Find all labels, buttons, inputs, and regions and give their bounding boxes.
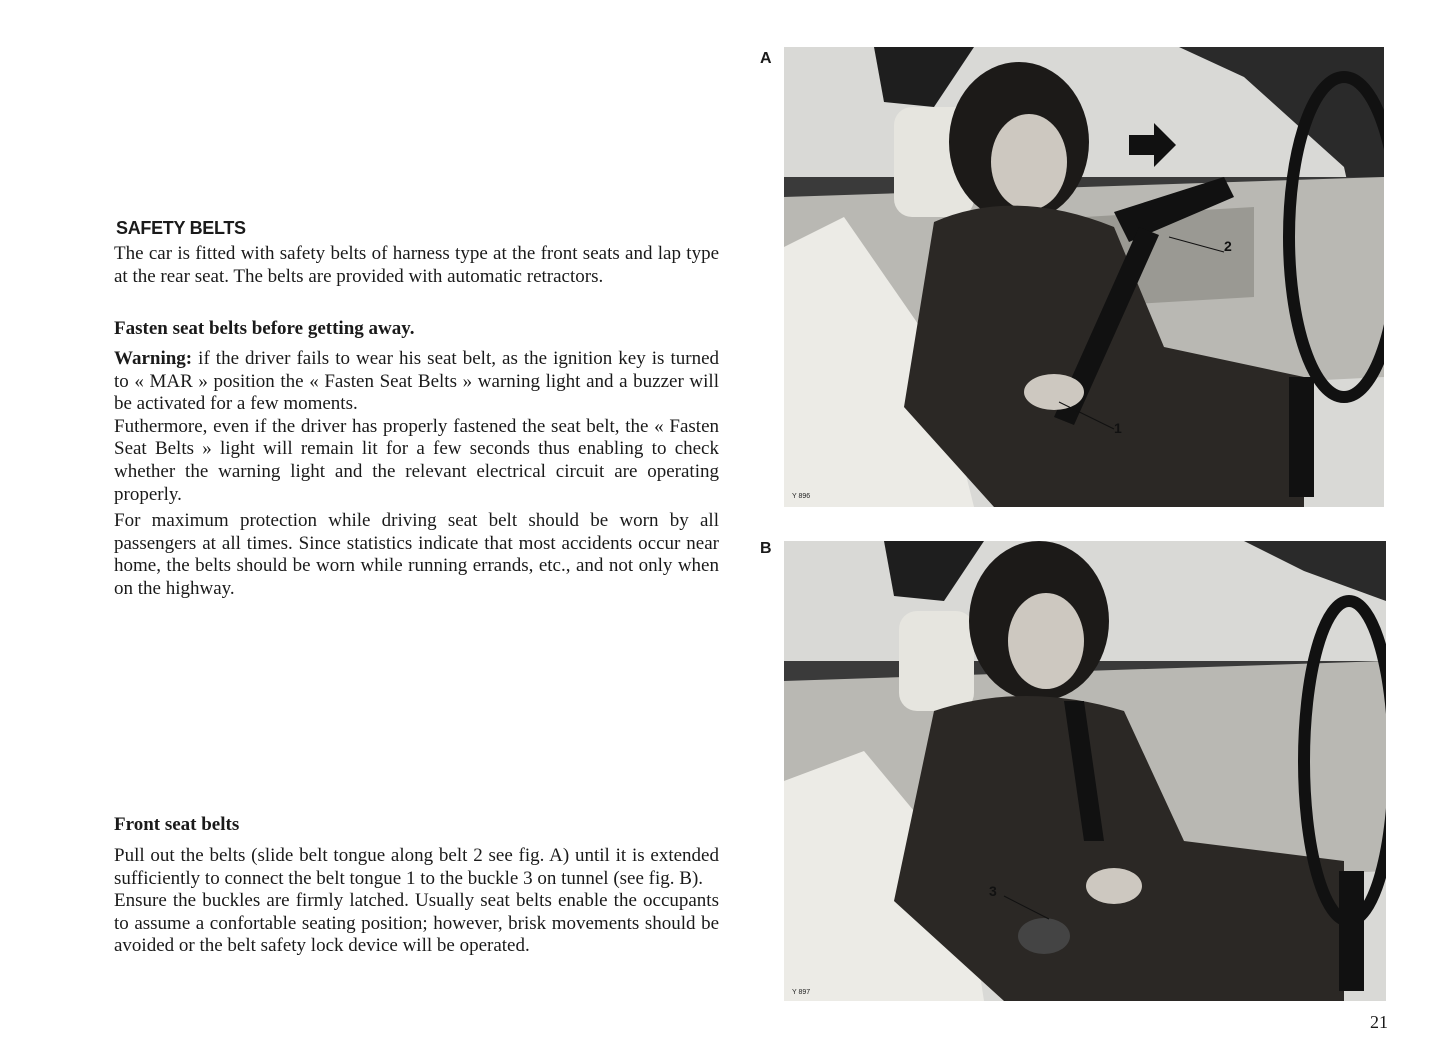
figure-a-letter: A	[760, 50, 772, 67]
warning-block	[114, 348, 719, 506]
figure-b-letter: B	[760, 540, 772, 557]
intro-block	[114, 243, 719, 288]
figure-a-code: Y 896	[792, 493, 811, 500]
protection-paragraph: For maximum protection while driving seat belt should be worn by all passengers at all times. Since statistics indicate that most accidents occur near home, the belts should be worn while running errands, etc., and not only when on the highway.	[114, 510, 719, 599]
front-belts-buckles: Ensure the buckles are firmly latched. Usually seat belts enable the occupants to assume a confortable seating position; however, brisk movements should be avoided or the belt safety lock device will be operated.	[114, 890, 719, 957]
furthermore-paragraph: Futhermore, even if the driver has properly fastened the seat belt, the « Fasten Seat Belts » light will remain lit for a few seconds thus enabling to check whether the warning light and the relevant electrical circuit are operating properly.	[114, 415, 719, 505]
front-belts-instructions: Pull out the belts (slide belt tongue along belt 2 see fig. A) until it is extended sufficiently to connect the belt tongue 1 to the buckle 3 on tunnel (see fig. B).	[114, 845, 719, 889]
figure-b-illustration	[784, 541, 1386, 1001]
page-number: 21	[1370, 1012, 1388, 1032]
intro-paragraph: The car is fitted with safety belts of harness type at the front seats and lap type at the rear seat. The belts are provided with automatic retractors.	[114, 243, 719, 287]
front-belts-title: Front seat belts	[114, 814, 240, 835]
warning-paragraph	[114, 348, 719, 416]
warning-text: if the driver fails to wear his seat belt, as the ignition key is turned to « MAR » position the « Fasten Seat Belts » warning light and a buzzer will be activated for a few moments.	[114, 348, 719, 415]
callout-1: 1	[1114, 420, 1122, 436]
callout-3: 3	[989, 883, 997, 899]
fasten-note: Fasten seat belts before getting away.	[114, 318, 415, 339]
callout-2: 2	[1224, 238, 1232, 254]
front-belts-block	[114, 845, 719, 958]
fasten-note-block	[114, 318, 719, 341]
figure-a-illustration	[784, 47, 1384, 507]
warning-label: Warning:	[114, 348, 193, 369]
figure-a-photo	[784, 47, 1384, 507]
section-title: SAFETY BELTS	[116, 218, 246, 238]
protection-block	[114, 510, 719, 600]
figure-b-photo	[784, 541, 1386, 1001]
figure-b-code: Y 897	[792, 989, 811, 996]
front-belts-heading-block	[114, 814, 719, 837]
